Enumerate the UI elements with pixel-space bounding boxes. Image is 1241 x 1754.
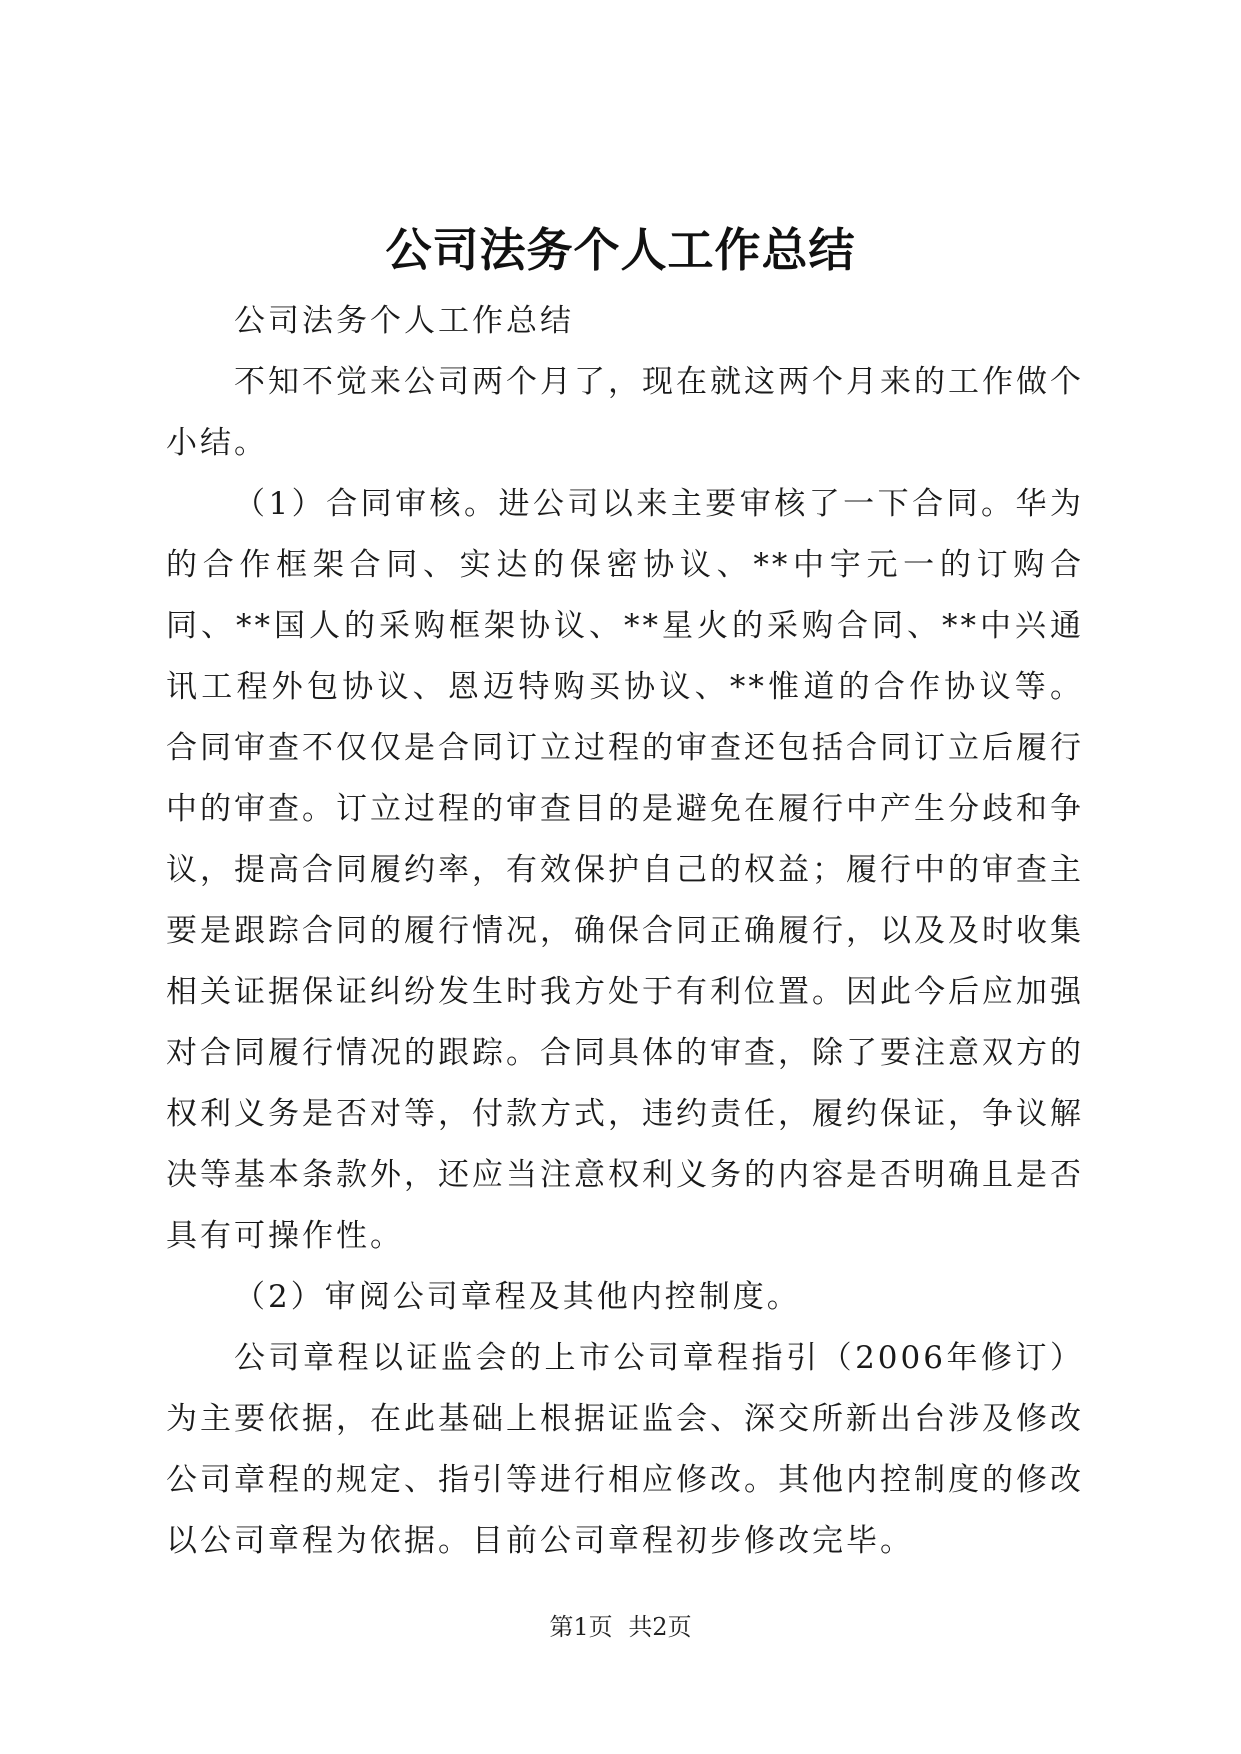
page-footer [0, 1612, 1241, 1642]
paragraph-intro: 不知不觉来公司两个月了，现在就这两个月来的工作做个小结。 [166, 364, 1084, 461]
paragraph-articles-detail: 公司章程以证监会的上市公司章程指引（2006年修订）为主要依据，在此基础上根据证监会、深交所新出台涉及修改公司章程的规定、指引等进行相应修改。其他内控制度的修改以公司章程为依据。目前公司章程初步修改完毕。 [166, 1340, 1084, 1559]
paragraph-contract-review: （1）合同审核。进公司以来主要审核了一下合同。华为的合作框架合同、实达的保密协议、**中宇元一的订购合同、**国人的采购框架协议、**星火的采购合同、**中兴通讯工程外包协议、恩迈特购买协议、**惟道的合作协议等。合同审查不仅仅是合同订立过程的审查还包括合同订立后履行中的审查。订立过程的审查目的是避免在履行中产生分歧和争议，提高合同履约率，有效保护自己的权益；履行中的审查主要是跟踪合同的履行情况，确保合同正确履行，以及及时收集相关证据保证纠纷发生时我方处于有利位置。因此今后应加强对合同履行情况的跟踪。合同具体的审查，除了要注意双方的权利义务是否对等，付款方式，违约责任，履约保证，争议解决等基本条款外，还应当注意权利义务的内容是否明确且是否具有可操作性。 [166, 486, 1084, 1254]
page-number: 第1页 [549, 1613, 613, 1641]
paragraph-articles-heading: （2）审阅公司章程及其他内控制度。 [234, 1279, 801, 1315]
page-title: 公司法务个人工作总结 [385, 223, 856, 277]
paragraph-subtitle: 公司法务个人工作总结 [234, 303, 574, 339]
page-total: 共2页 [628, 1613, 692, 1641]
document-body [166, 291, 1084, 1572]
